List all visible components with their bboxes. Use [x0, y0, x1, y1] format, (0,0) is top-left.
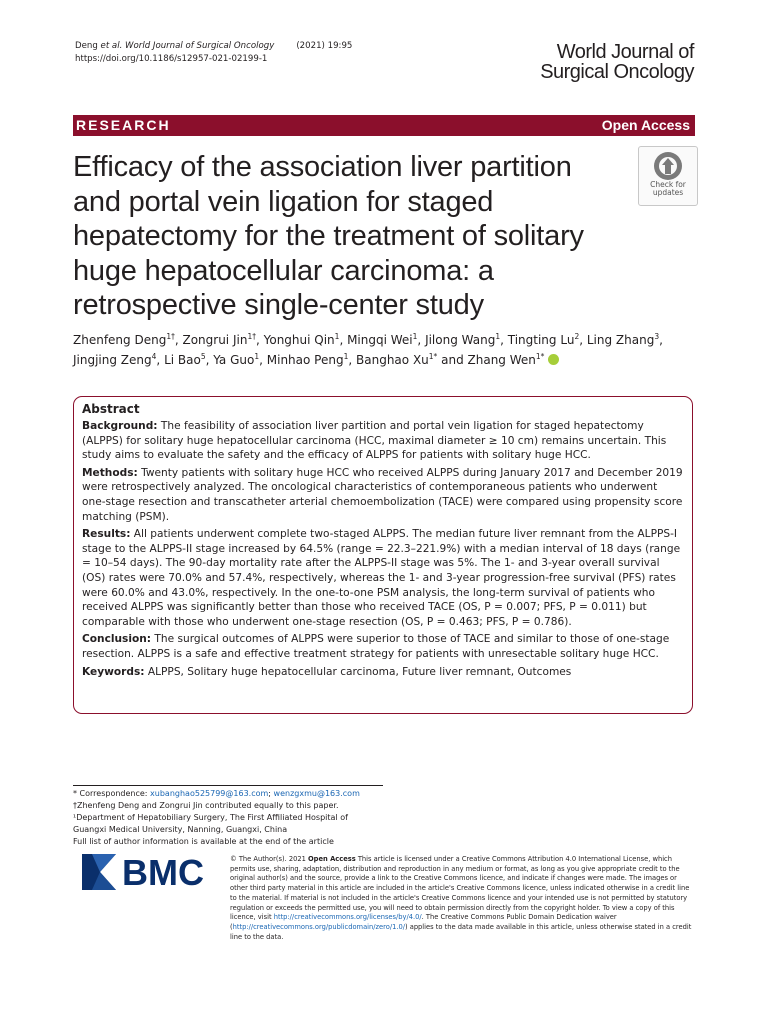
correspondence: * Correspondence: xubanghao525799@163.com; wenzgxmu@163.com [73, 789, 360, 798]
equal-contribution-note: †Zhenfeng Deng and Zongrui Jin contributed equally to this paper. [73, 801, 339, 810]
abstract-box [73, 396, 693, 714]
title-line: and portal vein ligation for staged [73, 185, 494, 218]
abstract-heading: Abstract [82, 402, 140, 416]
author[interactable]: Zhang Wen$^{1*}$ [467, 352, 545, 367]
abstract-conclusion: Conclusion: The surgical outcomes of ALPPS were superior to those of TACE and similar to those of one-stage resection. ALPPS is a safe and effective treatment strategy for patients with unresectable solitary huge HCC. [82, 633, 670, 660]
title-line: Efficacy of the association liver partition [73, 151, 572, 183]
check-for-updates-button[interactable] [638, 146, 698, 206]
abstract-results: Results: All patients underwent complete two-staged ALPPS. The median future liver remnant from the ALPPS-I stage to the ALPPS-II stage increased by 64.5% (range = 22.3–221.9%) with a median interval of 18 days (range = 10–54 days). The 90-day mortality rate after the ALPPS-II stage was 5%. The 1- and 3-year overall survival (OS) rates were 70.0% and 57.4%, respectively, whereas the 1- and 3-year progression-free survival (PFS) rates were 60.0% and 43.0%, respectively. In the one-to-one PSM analysis, the long-term survival of patients who received ALPPS was significantly better than those who received TACE (OS, P = 0.007; PFS, P = 0.011) but comparable with those who underwent one-stage resection (OS, P = 0.463; PFS, P = 0.786). [82, 528, 681, 628]
header-doi[interactable]: https://doi.org/10.1186/s12957-021-02199-1 [75, 54, 268, 64]
header-journal: et al. World Journal of Surgical Oncology [100, 41, 275, 51]
update-badge-icon [653, 151, 683, 181]
check-line1: Check for [650, 180, 686, 189]
title-line: hepatectomy for the treatment of solitary [73, 220, 584, 252]
author[interactable]: Zongrui Jin$^{1\dagger}$ [182, 332, 256, 347]
footnotes [73, 785, 383, 848]
abstract-background: Background: The feasibility of association liver partition and portal vein ligation for staged hepatectomy (ALPPS) for solitary huge hepatocellular carcinoma (HCC, maximal diameter ≥ 10 cm) remains uncertain. This study aims to evaluate the safety and the efficacy of ALPPS for patients with solitary huge HCC. [82, 420, 667, 462]
author[interactable]: Yonghui Qin$^1$ [263, 332, 340, 347]
author[interactable]: Zhenfeng Deng$^{1\dagger}$ [73, 332, 175, 347]
author[interactable]: Ling Zhang$^3$ [586, 332, 660, 347]
author[interactable]: Li Bao$^5$ [164, 352, 206, 367]
abstract-methods: Methods: Twenty patients with solitary huge HCC who received ALPPS during January 2017 and December 2019 were retrospectively analyzed. The oncological characteristics of contemporaneous patients who underwent one-stage resection and transcatheter arterial chemoembolization (TACE) were compared using propensity score matching (PSM). [82, 466, 683, 523]
article-type-banner [73, 115, 695, 136]
author[interactable]: Jingjing Zeng$^4$ [73, 352, 157, 367]
author-list: Zhenfeng Deng$^{1\dagger}$, Zongrui Jin$^{1\dagger}$, Yonghui Qin$^1$, Mingqi Wei$^1$, Jilong Wang$^1$, Tingting Lu$^2$, Ling Zhang$^3$, Jingjing Zeng$^4$, Li Bao$^5$, Ya Guo$^1$, Minhao Peng$^1$, Banghao $Xu^{1*}$ and Zhang Wen$^{1*}$ [73, 332, 663, 367]
abstract-keywords: Keywords: ALPPS, Solitary huge hepatocellular carcinoma, Future liver remnant, Outcomes [82, 665, 572, 678]
header-year: (2021) 19:95 [296, 41, 353, 51]
header-author: Deng [75, 41, 98, 51]
orcid-icon[interactable] [548, 354, 559, 365]
full-list-note: Full list of author information is available at the end of the article [73, 837, 334, 846]
author[interactable]: Tingting Lu$^2$ [507, 332, 580, 347]
email-link[interactable]: xubanghao525799@163.com [150, 789, 269, 798]
author[interactable]: Minhao Peng$^1$ [266, 352, 349, 367]
author[interactable]: Ya Guo$^1$ [213, 352, 260, 367]
bmc-logo-text: BMC [122, 852, 204, 892]
author[interactable]: Mingqi Wei$^1$ [347, 332, 418, 347]
author[interactable]: Banghao $Xu^{1*}$ [356, 352, 438, 367]
journal-logo [540, 42, 694, 82]
title-line: retrospective single-center study [73, 289, 484, 321]
license-link[interactable]: http://creativecommons.org/licenses/by/4.0/ [273, 913, 422, 922]
open-access-label: Open Access [601, 117, 690, 133]
check-line2: updates [652, 188, 684, 197]
journal-name-line1: World Journal of [556, 41, 694, 63]
title-line: huge hepatocellular carcinoma: a [73, 254, 494, 287]
publicdomain-link[interactable]: http://creativecommons.org/publicdomain/zero/1.0/ [232, 922, 405, 931]
bmc-logo [80, 852, 218, 892]
running-header [75, 40, 455, 66]
bmc-mark-icon [80, 852, 218, 892]
article-title [73, 150, 633, 323]
journal-name-line2: Surgical Oncology [540, 61, 694, 83]
author[interactable]: Jilong Wang$^1$ [425, 332, 501, 347]
article-type: RESEARCH [76, 117, 171, 133]
affiliation: ¹Department of Hepatobiliary Surgery, The First Affiliated Hospital of Guangxi Medical University, Nanning, Guangxi, China [73, 813, 348, 834]
license-text: © The Author(s). 2021 Open Access This article is licensed under a Creative Commons Attribution 4.0 International License, which permits use, sharing, adaptation, distribution and reproduction in any medium or format, as long as you give appropriate credit to the original author(s) and the source, provide a link to the Creative Commons licence, and indicate if changes were made. The images or other third party material in this article are included in the article's Creative Commons licence, unless indicated otherwise in a credit line to the material. If material is not included in the article's Creative Commons licence and your intended use is not permitted by statutory regulation or exceeds the permitted use, you will need to obtain permission directly from the copyright holder. To view a copy of this licence, visit http://creativecommons.org/licenses/by/4.0/. The Creative Commons Public Domain Dedication waiver (http://creativecommons.org/publicdomain/zero/1.0/) applies to the data made available in this article, unless otherwise stated in a credit line to the data. [230, 855, 692, 941]
email-link[interactable]: wenzgxmu@163.com [273, 789, 360, 798]
